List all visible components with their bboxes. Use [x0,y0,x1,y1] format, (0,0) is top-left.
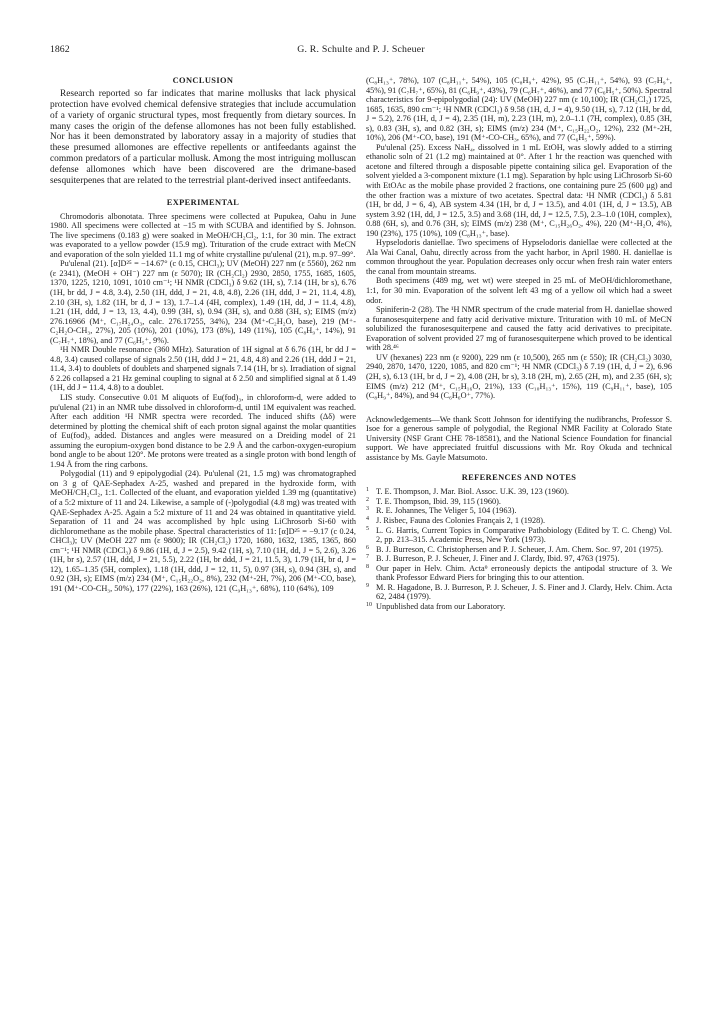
experimental-paragraph: UV (hexanes) 223 nm (ε 9200), 229 nm (ε 10,500), 265 nm (ε 550); IR (CH₂Cl₂) 3030, 2940, 2870, 1470, 1220, 1085, and 820 cm⁻¹; ¹H NMR (CDCl₃) δ 7.19 (1H, d, J = 2), 6.96 (2H, s), 6.13 (1H, br d, J = 2), 4.08 (2H, br s), 3.18 (2H, m), 2.65 (2H, m), and 2.35 (6H, s); EIMS (m/z) 212 (M⁺, C₁₅H₁₆O, 21%), 133 (C₁₀H₁₃⁺, 15%), 119 (C₉H₁₁⁺, base), 105 (C₈H₉⁺, 84%), and 94 (C₆H₆O⁺, 77%). [366,352,672,401]
reference-number: 3 [366,506,369,513]
running-head-authors: G. R. Schulte and P. J. Scheuer [297,44,425,55]
experimental-paragraph: ¹H NMR Double resonance (360 MHz). Saturation of 1H signal at δ 6.76 (1H, br dd J = 4.8, 3.4) caused collapse of signals 2.50 (1H, ddd J = 21, 4.8, 4.8) and 2.26 (1H, ddd J = 21, 11.4, 3.4) to doublets of doublets and sharpened signals 7.14 (1H, br s). Irradiation of signal δ 2.26 collapsed a 21 Hz geminal coupling to signal at δ 2.50 and simplified signal at δ 1.49 (1H, dd J = 11.4, 4.8) to a doublet. [50,345,356,393]
reference-number: 9 [366,582,369,589]
reference-item [366,583,672,602]
reference-number: 7 [366,554,369,561]
experimental-paragraph: Both specimens (489 mg, wet wt) were steeped in 25 mL of MeOH/dichloromethane, 1:1, for 30 min. Evaporation of the solvent left 43 mg of a yellow oil which had a sweet odor. [366,276,672,305]
conclusion-heading: CONCLUSION [172,76,234,85]
reference-item [366,602,672,612]
reference-number: 1 [366,487,369,494]
experimental-paragraph: Spiniferin-2 (28). The ¹H NMR spectrum of the crude material from H. daniellae showed a furanosesquiterpene and fatty acid derivative mixture. Trituration with 10 mL of MeCN solubilized the furanosesquiterpene and caused the fatty acid derivatives to precipitate. Evaporation of solvent provided 27 mg of furanosesquiterpene which proved to be identical with 28.⁴⁶ [366,305,672,353]
reference-text: T. E. Thompson, J. Mar. Biol. Assoc. U.K. 39, 123 (1960). [376,487,569,497]
reference-text: L. G. Harris, Current Topics in Comparative Pathobiology (Edited by T. C. Cheng) Vol. 2, pp. 213–315. Academic Press, New York (1973). [376,525,672,545]
reference-number: 2 [366,496,369,503]
experimental-heading: EXPERIMENTAL [166,197,240,207]
experimental-paragraph: Polygodial (11) and 9 epipolygodial (24). Pu'ulenal (21, 1.5 mg) was chromatographed on 3 g of QAE-Sephadex A-25, washed and prepared in the hydroxide form, with MeOH/CH₂Cl₂, 1:1. Collected of the eluant, and evaporation yielded 1.39 mg (quantitative) of a 5:2 mixture of 11 and 24. Likewise, a sample of (-)polygodial (4.8 mg) was treated with QAE-Sephadex A-25. Again a 5:2 mixture of 11 and 24 was obtained in quantitative yield. Separation of 11 and 24 was accomplished by hplc using LiChrosorb Si-60 with dichloromethane as the mobile phase. Spectral characteristics of 11: [α]D²⁵ = −9.17 (c 0.24, CHCl₃); UV (MeOH 227 nm (ε 9800); IR (CH₂Cl₂) 1720, 1680, 1632, 1385, 1365, 860 cm⁻¹; ¹H NMR (CDCl₃) δ 9.86 (1H, d, J = 2.5), 9.42 (1H, s), 7.10 (1H, dd, J = 5, 2.6), 3.26 (1H, br s), 2.57 (1H, ddd, J = 21, 5.5), 2.22 (1H, br ddd, J = 21, 11.5, 3), 1.79 (1H, br d, J = 12), 1.65–1.35 (5H, complex), 1.18 (1H, ddd, J = 12, 11, 5), 0.97 (3H, s), 0.94 (3H, s), and 0.92 (3H, s); EIMS (m/z) 234 (M⁺, C₁₅H₂₂O₂, 8%), 232 (M⁺-2H, 7%), 206 (M⁺-CO, base), 191 (M⁺-CO-CH₃, 50%), 177 (22%), 163 (26%), 121 (C₉H₁₃⁺, 68%), 110 (64%), 109 [50,469,356,593]
reference-item [366,564,672,583]
experimental-paragraph: Pu'ulenal (21). [α]D²⁵ = −14.67° (c 0.15, CHCl₃); UV (MeOH) 227 nm (ε 5560), 262 nm (ε 2341), (MeOH + OH⁻) 227 nm (ε 5070); IR (CH₂Cl₂) 2930, 2850, 1755, 1685, 1605, 1370, 1225, 1210, 1091, 1010 cm⁻¹; ¹H NMR (CDCl₃) δ 9.62 (1H, s), 7.14 (1H, br s), 6.76 (1H, br dd, J = 4.8, 3.4), 2.50 (1H, ddd, J = 21, 4.8, 4.8), 2.26 (1H, ddd, J = 21, 11.4, 4.8), 2.10 (3H, s), 1.82 (1H, br d, J = 13), 1.7–1.4 (4H, complex), 1.49 (1H, dd, J = 11.4, 4.8), 1.21 (1H, ddd, J = 13, 13, 4.4), 0.99 (3H, s), 0.94 (3H, s), and 0.88 (3H, s); EIMS (m/z) 276.16966 (M⁺, C₁₇H₂₄O₃, calc. 276.17255, 34%), 234 (M⁺-C₂H₂O, base), 219 (M⁺-C₂H₂O-CH₃, 27%), 205 (10%), 201 (10%), 173 (8%), 149 (11%), 105 (C₈H₉⁺, 14%), 91 (C₇H₇⁺, 18%), and 77 (C₆H₅⁺, 9%). [50,259,356,345]
references-list [366,487,672,611]
experimental-paragraph: Chromodoris albonotata. Three specimens were collected at Pupukea, Oahu in June 1980. All specimens were collected at −15 m with SCUBA and identified by S. Johnson. The live specimens (0.183 g) were soaked in MeOH/CH₂Cl₂, 1:1, for 30 min. The extract was evaporated to a yellow powder (15.9 mg). Trituration of the crude extract with MeCN and evaporation of the soln yielded 11.1 mg of white crystalline pu'ulenal (21), m.p. 97–99°. [50,211,356,259]
reference-text: M. R. Hagadone, B. J. Burreson, P. J. Scheuer, J. S. Finer and J. Clardy, Helv. Chim. Acta 62, 2484 (1979). [376,582,672,602]
right-column [366,76,672,611]
acknowledgements: Acknowledgements—We thank Scott Johnson for identifying the nudibranchs, Professor S. Isoe for a generous sample of polygodial, the Regional NMR Facility at Colorado State University (NSF Grant CHE 78-18581), and the National Science Foundation for financial support. We have appreciated fruitful discussions with Mr. Roy Okuda and technical assistance by Ms. Gayle Matsumoto. [366,414,672,462]
experimental-paragraph: LIS study. Consecutive 0.01 M aliquots of Eu(fod)₃, in chloroform-d, were added to pu'ulenal (21) in an NMR tube dissolved in chloroform-d, until 1M equivalent was reached. After each addition ¹H NMR spectra were recorded. The induced shifts (Δδ) were determined by plotting the chemical shift of each proton signal against the molar quantities of Eu(fod)₃ added. Distances and angles were measured on a Dreiding model of 21 assuming the europium-oxygen bond distance to be 2.9 Å and the carbon-oxygen-europium bond angle to be about 120°. Me protons were treated as a single proton with bond length of 1.94 Å from the ring carbons. [50,392,356,469]
reference-text: B. J. Burreson, C. Christophersen and P. J. Scheuer, J. Am. Chem. Soc. 97, 201 (1975). [376,544,664,554]
reference-item [366,516,672,526]
reference-text: R. E. Johannes, The Veliger 5, 104 (1963). [376,506,517,516]
reference-text: Unpublished data from our Laboratory. [376,601,506,611]
reference-item [366,526,672,545]
left-column [50,76,356,593]
experimental-paragraph: Hypselodoris daniellae. Two specimens of Hypselodoris daniellae were collected at the Ala Wai Canal, Oahu, directly across from the yacht harbor, in April 1980. H. daniellae is common throughout the year. Population decreases only occur when fresh rain water enters the canal from mountain streams. [366,238,672,276]
running-header [50,44,672,58]
reference-item [366,487,672,497]
reference-text: B. J. Burreson, P. J. Scheuer, J. Finer and J. Clardy, Ibid. 97, 4763 (1975). [376,554,620,564]
reference-item [366,497,672,507]
references-heading: REFERENCES AND NOTES [461,473,577,483]
reference-number: 8 [366,563,369,570]
experimental-paragraph: Pu'ulenal (25). Excess NaH₄, dissolved in 1 mL EtOH, was slowly added to a stirring ethanolic soln of 21 (1.2 mg) maintained at 0°. After 1 hr the reaction was quenched with acetone and filtered through a disposable pipette containing silica gel. Evaporation of the solvent yielded a 3-component mixture (1.1 mg). Separation by hplc using LiChrosorb Si-60 with EtOAc as the mobile phase provided 2 fractions, one containing pure 25 (600 μg) and the other fraction was a mixture of two acetates. Spectral data: ¹H NMR (CDCl₃) δ 5.81 (1H, br dd, J = 6, 4), AB system 4.34 (1H, br d, J = 13.5), and 4.01 (1H, d, J = 13.5), AB system 3.92 (1H, dd, J = 12.5, 3.5) and 3.68 (1H, dd, J = 12.5, 7.5), 2.3–1.0 (10H, complex), 0.88 (6H, s), and 0.76 (3H, s); EIMS (m/z) 238 (M⁺, C₁₅H₂₆O₂, 4%), 220 (M⁺-H₂O, 4%), 190 (23%), 175 (10%), 109 (C₈H₁₃⁺, base). [366,142,672,238]
conclusion-paragraph: Research reported so far indicates that marine mollusks that lack physical protection have evolved chemical defensive strategies that include accumulation of a variety of organic structural types, most frequently from dietary sources. In many cases the origin of the defense allomones has not been fully established. Nor has it been demonstrated by laboratory assay in a majority of studies that these presumed allomones are effective repellents or antifeedants against the common predators of a particular mollusk. Among the most intriguing molluscan defense allomones which have been discovered are the drimane-based sesquiterpenes that are related to the terrestrial plant-derived insect antifeedants. [50,89,356,186]
reference-text: J. Risbec, Fauna des Colonies Français 2, 1 (1928). [376,515,546,525]
reference-text: T. E. Thompson, Ibid. 39, 115 (1960). [376,496,501,506]
reference-item [366,506,672,516]
page-number: 1862 [50,44,70,55]
reference-item [366,554,672,564]
reference-number: 5 [366,525,369,532]
reference-number: 4 [366,515,369,522]
reference-number: 10 [366,601,372,608]
reference-text: Our paper in Helv. Chim. Acta⁹ erroneously depicts the antipodal structure of 3. We thank Professor Edward Piers for bringing this to our attention. [376,563,672,583]
reference-number: 6 [366,544,369,551]
reference-item [366,545,672,555]
experimental-paragraph: (C₈H₁₃⁺, 78%), 107 (C₈H₁₁⁺, 54%), 105 (C₈H₉⁺, 42%), 95 (C₇H₁₁⁺, 54%), 93 (C₇H₉⁺, 45%), 91 (C₇H₇⁺, 65%), 81 (C₆H₉⁺, 43%), 79 (C₆H₇⁺, 46%), and 77 (C₆H₅⁺, 50%). Spectral characteristics for 9-epipolygodial (24): UV (MeOH) 227 nm (ε 10,100); IR (CH₂Cl₂) 1725, 1685, 1635, 890 cm⁻¹; ¹H NMR (CDCl₃) δ 9.58 (1H, d, J = 4), 9.50 (1H, s), 7.12 (1H, br dd, J = 5.2), 2.76 (1H, d, J = 4), 2.35 (1H, m), 2.23 (1H, m), 2.0–1.1 (7H, complex), 0.85 (3H, s), 0.83 (3H, s), and 0.82 (3H, s); EIMS (m/z) 234 (M⁺, C₁₅H₂₂O₂, 12%), 232 (M⁺-2H, 10%), 206 (M⁺-CO, base), 191 (M⁺-CO-CH₃, 65%), and 77 (C₆H₅⁺, 59%). [366,76,672,143]
